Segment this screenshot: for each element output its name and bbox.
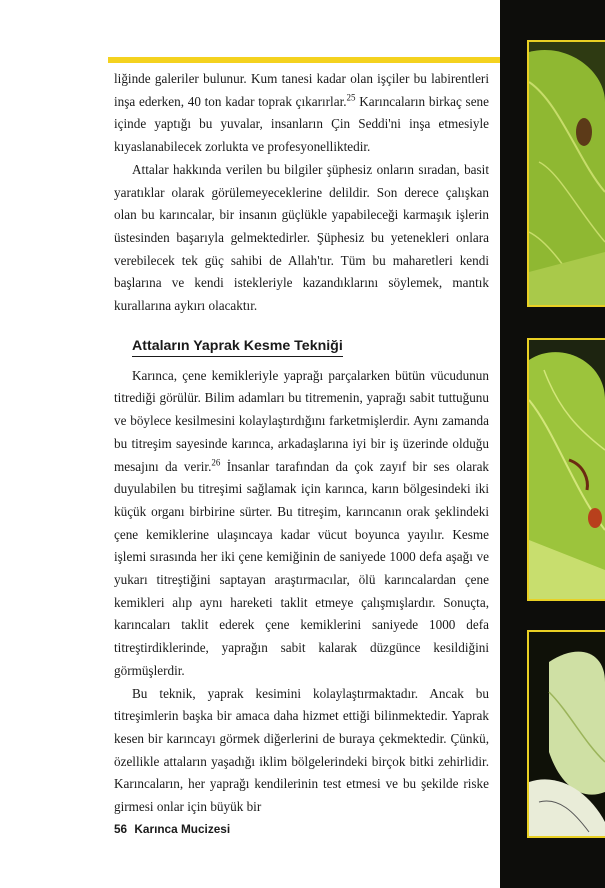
page-footer [114,822,230,836]
paragraph-3-text-a: Karınca, çene kemikleriyle yaprağı parçalarken bütün vücudunun titrediği görülür. Bilim adamları bu titremenin, yaprağı sabit tuttuğunu ve böylece kesilmesini kolaylaştırdığını farketmişlerdir. Aynı zamanda bu titreşim sayesinde karınca, arkadaşlarına iyi bir iş üzerinde olduğu mesajını da verir. [114,367,489,474]
paragraph-1-text-b: Karıncaların birkaç sene içinde yaptığı bu yuvalar, insanların Çin Seddi'ni inşa etmesiyle kıyaslanabilecek zorlukta ve profesyonelliktedir. [114,93,489,155]
paragraph-1-text-a: liğinde galeriler bulunur. Kum tanesi kadar olan işçiler bu labirentleri inşa ederken, 40 ton kadar toprak çıkarırlar. [114,71,489,109]
photo-sidebar [500,0,605,888]
footnote-ref-25: 25 [346,92,356,103]
leaf-photo-bottom [527,630,605,838]
body-text-column [114,68,489,819]
paragraph-3 [114,365,489,683]
paragraph-3-text-b: İnsanlar tarafından da çok zayıf bir ses olarak duyulabilen bu titreşimi sağlamak için karınca, karın bölgesindeki iki küçük organı birbirine sürter. Bu titreşim, karıncanın orak şeklindeki çene kemiklerine ulaşıncaya kadar vücut boyunca yayılır. Kesme işlemi sırasında her iki çene kemiğinin de saniyede 1000 defa aşağı ve yukarı titreştiğini saptayan araştırmacılar, ölü karıncalardan çene kemikleri alıp aynı hareketi taklit etmeye çalışmışlardır. Sonuçta, karıncaları taklit ederek çene kemiklerini saniyede 1000 defa titreştirdiklerinde, yaprağın sabit kalarak düzgünce kesildiğini görmüşlerdir. [114,458,490,678]
book-title: Karınca Mucizesi [134,822,231,836]
leaf-photo-middle [527,338,605,601]
paragraph-2: Attalar hakkında verilen bu bilgiler şüphesiz onların sıradan, basit yaratıklar olarak görülemeyeceklerine delildir. Son derece çalışkan olan bu karıncalar, bir insanın güçlükle yapabileceği karmaşık işlerin üstesinden başarıyla gelmektedirler. Şüphesiz bu yetenekleri onlara verebilecek tek güç sahibi de Allah'tır. Tüm bu maharetleri kendi başlarına ve kendi istekleriyle kazandıklarını söylemek, mantık kurallarına aykırı olacaktır. [114,161,489,314]
footnote-ref-26: 26 [211,457,221,468]
header-accent-rule [108,57,500,63]
leaf-photo-top [527,40,605,307]
paragraph-4: Bu teknik, yaprak kesimini kolaylaştırmaktadır. Ancak bu titreşimlerin başka bir amaca daha hizmet ettiği bilinmektedir. Yaprak kesen bir karıncayı görmek diğerlerini de buraya çekmektedir. Çünkü, özellikle attaların yaşadığı iklim bölgelerindeki birçok bitki zehirlidir. Karıncaların, her yaprağı kendilerinin test etmesi ve bu şekilde riske girmesi onlar için büyük bir [114,685,489,815]
page-number: 56 [114,822,128,836]
section-heading: Attaların Yaprak Kesme Tekniği [132,336,343,357]
paragraph-1 [114,68,489,159]
